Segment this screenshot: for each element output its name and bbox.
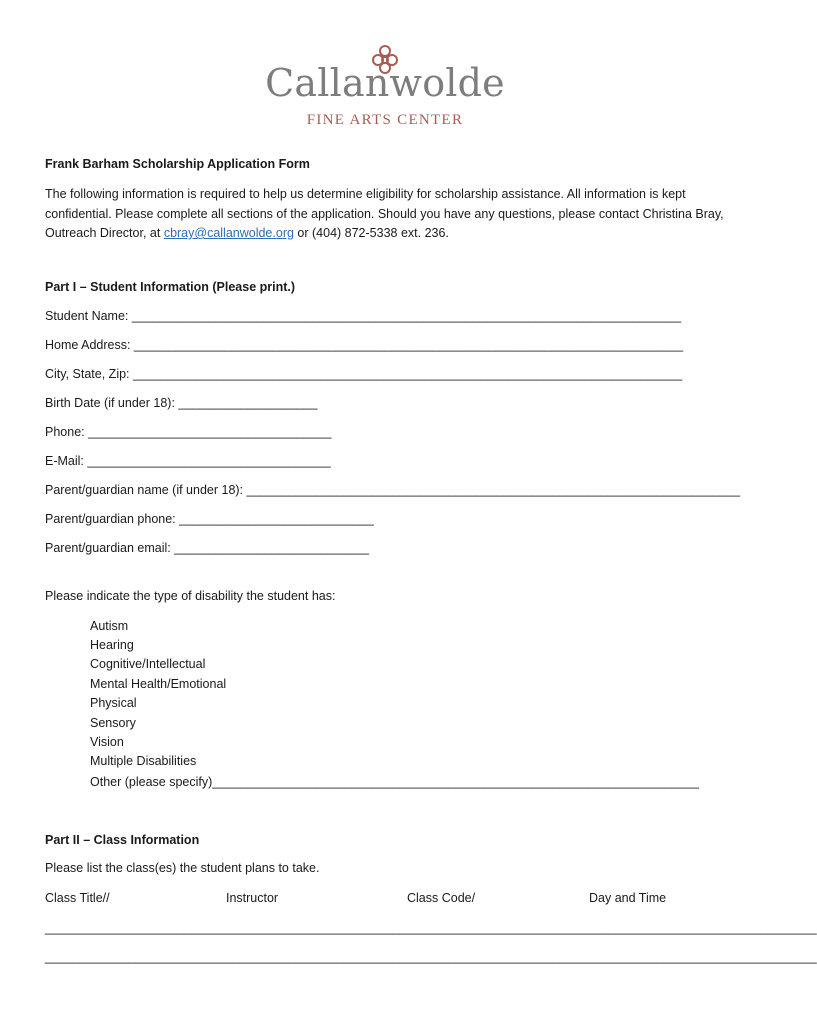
disability-option-cognitive[interactable]: Cognitive/Intellectual — [90, 657, 206, 671]
part2-heading: Part II – Class Information — [45, 833, 200, 847]
column-class-title: Class Title// — [45, 891, 110, 905]
phone-field[interactable]: Phone: ___________________________________ — [45, 425, 332, 439]
parent-phone-field[interactable]: Parent/guardian phone: ____________________________ — [45, 512, 374, 526]
disability-option-other[interactable]: Other (please specify)______________________________________________________________________ — [90, 775, 699, 789]
column-day-time: Day and Time — [589, 891, 667, 905]
intro-phone-text: or (404) 872-5338 ext. 236. — [293, 226, 449, 240]
form-title: Frank Barham Scholarship Application Form — [45, 157, 310, 171]
home-address-field[interactable]: Home Address: _______________________________________________________________________________ — [45, 338, 684, 352]
birth-date-field[interactable]: Birth Date (if under 18): ____________________ — [45, 396, 318, 410]
column-instructor: Instructor — [226, 891, 279, 905]
column-class-code: Class Code/ — [407, 891, 476, 905]
disability-option-autism[interactable]: Autism — [90, 619, 129, 633]
logo-name: Callanwolde — [265, 61, 505, 105]
email-link[interactable]: cbray@callanwolde.org — [163, 226, 294, 240]
parent-email-field[interactable]: Parent/guardian email: ____________________________ — [45, 541, 369, 555]
disability-option-mental-health[interactable]: Mental Health/Emotional — [90, 677, 227, 691]
disability-prompt: Please indicate the type of disability the student has: — [45, 589, 336, 603]
disability-option-hearing[interactable]: Hearing — [90, 638, 134, 652]
class-entry-line-1[interactable]: _______________________________________________________________________________________________________________ — [45, 921, 817, 935]
intro-paragraph — [45, 185, 725, 244]
email-field[interactable]: E-Mail: ___________________________________ — [45, 454, 331, 468]
parent-name-field[interactable]: Parent/guardian name (if under 18): _______________________________________________________________________ — [45, 483, 741, 497]
city-state-zip-field[interactable]: City, State, Zip: _______________________________________________________________________________ — [45, 367, 683, 381]
class-entry-line-2[interactable]: _______________________________________________________________________________________________________________ — [45, 950, 817, 964]
disability-option-sensory[interactable]: Sensory — [90, 716, 136, 730]
disability-option-multiple[interactable]: Multiple Disabilities — [90, 754, 197, 768]
student-name-field[interactable]: Student Name: _______________________________________________________________________________ — [45, 309, 682, 323]
disability-option-physical[interactable]: Physical — [90, 696, 137, 710]
part1-heading: Part I – Student Information (Please print.) — [45, 280, 296, 294]
class-instruction: Please list the class(es) the student plans to take. — [45, 861, 320, 875]
disability-option-vision[interactable]: Vision — [90, 735, 124, 749]
intro-text: The following information is required to help us determine eligibility for scholarship assistance. All information is kept confidential. Please complete all sections of the application. Should you have any questions, please contact Christina Bray, Outreach Director, at — [45, 187, 724, 240]
logo-tagline: FINE ARTS CENTER — [306, 112, 464, 128]
